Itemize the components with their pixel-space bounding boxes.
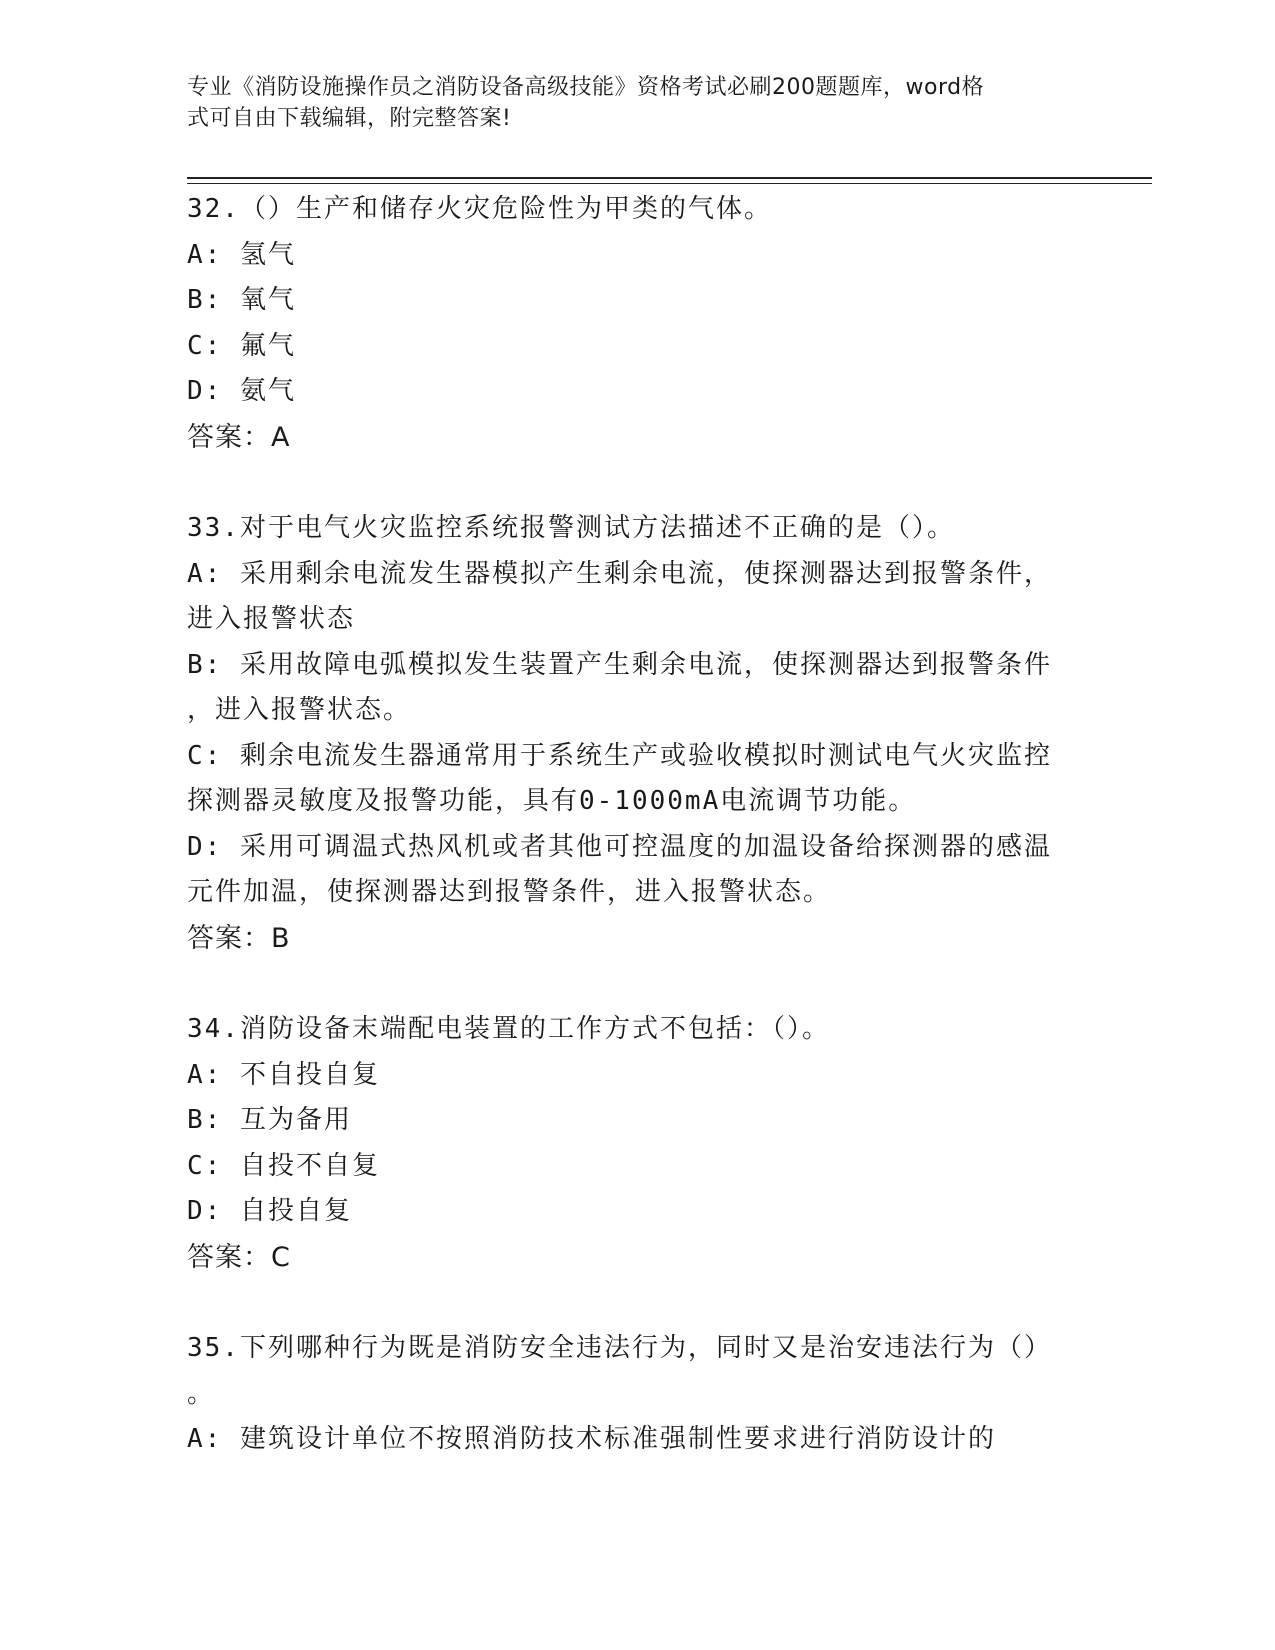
- question-stem-continued: 。: [187, 1378, 216, 1409]
- option-c: C: 剩余电流发生器通常用于系统生产或验收模拟时测试电气火灾监控: [187, 740, 1052, 771]
- question-34: [187, 1007, 1087, 1280]
- header-line-2: 式可自由下载编辑，附完整答案!: [187, 106, 512, 131]
- question-stem: 32.（）生产和储存火灾危险性为甲类的气体。: [187, 194, 772, 224]
- option-d: D: 采用可调温式热风机或者其他可控温度的加温设备给探测器的感温: [187, 831, 1052, 862]
- option-b-continued: ，进入报警状态。: [187, 695, 412, 725]
- question-33: [187, 506, 1087, 961]
- option-d: D: 氨气: [187, 376, 296, 406]
- option-a: A: 建筑设计单位不按照消防技术标准强制性要求进行消防设计的: [187, 1424, 996, 1454]
- header-divider-thin: [187, 183, 1152, 184]
- option-c: C: 氟气: [187, 330, 296, 361]
- option-a: A: 氢气: [187, 239, 296, 270]
- question-list: [187, 187, 1087, 1509]
- option-d: D: 自投自复: [187, 1196, 352, 1226]
- option-a: A: 采用剩余电流发生器模拟产生剩余电流，使探测器达到报警条件，: [187, 558, 1052, 589]
- option-b: B: 互为备用: [187, 1105, 352, 1135]
- question-32: [187, 187, 1087, 460]
- question-stem: 34.消防设备末端配电装置的工作方式不包括：（）。: [187, 1014, 830, 1044]
- answer: 答案：A: [187, 421, 291, 453]
- option-a-continued: 进入报警状态: [187, 604, 356, 634]
- option-c-continued: 探测器灵敏度及报警功能，具有0-1000mA电流调节功能。: [187, 786, 917, 816]
- option-b: B: 氧气: [187, 285, 296, 315]
- question-stem: 35.下列哪种行为既是消防安全违法行为，同时又是治安违法行为（）: [187, 1333, 1052, 1363]
- question-stem: 33.对于电气火灾监控系统报警测试方法描述不正确的是（）。: [187, 513, 955, 543]
- option-a: A: 不自投自复: [187, 1059, 380, 1090]
- document-header: [187, 72, 1087, 134]
- option-b: B: 采用故障电弧模拟发生装置产生剩余电流，使探测器达到报警条件: [187, 649, 1052, 680]
- header-divider-thick: [187, 177, 1152, 179]
- answer: 答案：C: [187, 1241, 291, 1273]
- option-c: C: 自投不自复: [187, 1150, 380, 1181]
- option-d-continued: 元件加温，使探测器达到报警条件，进入报警状态。: [187, 877, 832, 907]
- question-35: [187, 1326, 1087, 1463]
- header-line-1: 专业《消防设施操作员之消防设备高级技能》资格考试必刷200题题库，word格: [187, 75, 985, 100]
- answer: 答案：B: [187, 922, 291, 954]
